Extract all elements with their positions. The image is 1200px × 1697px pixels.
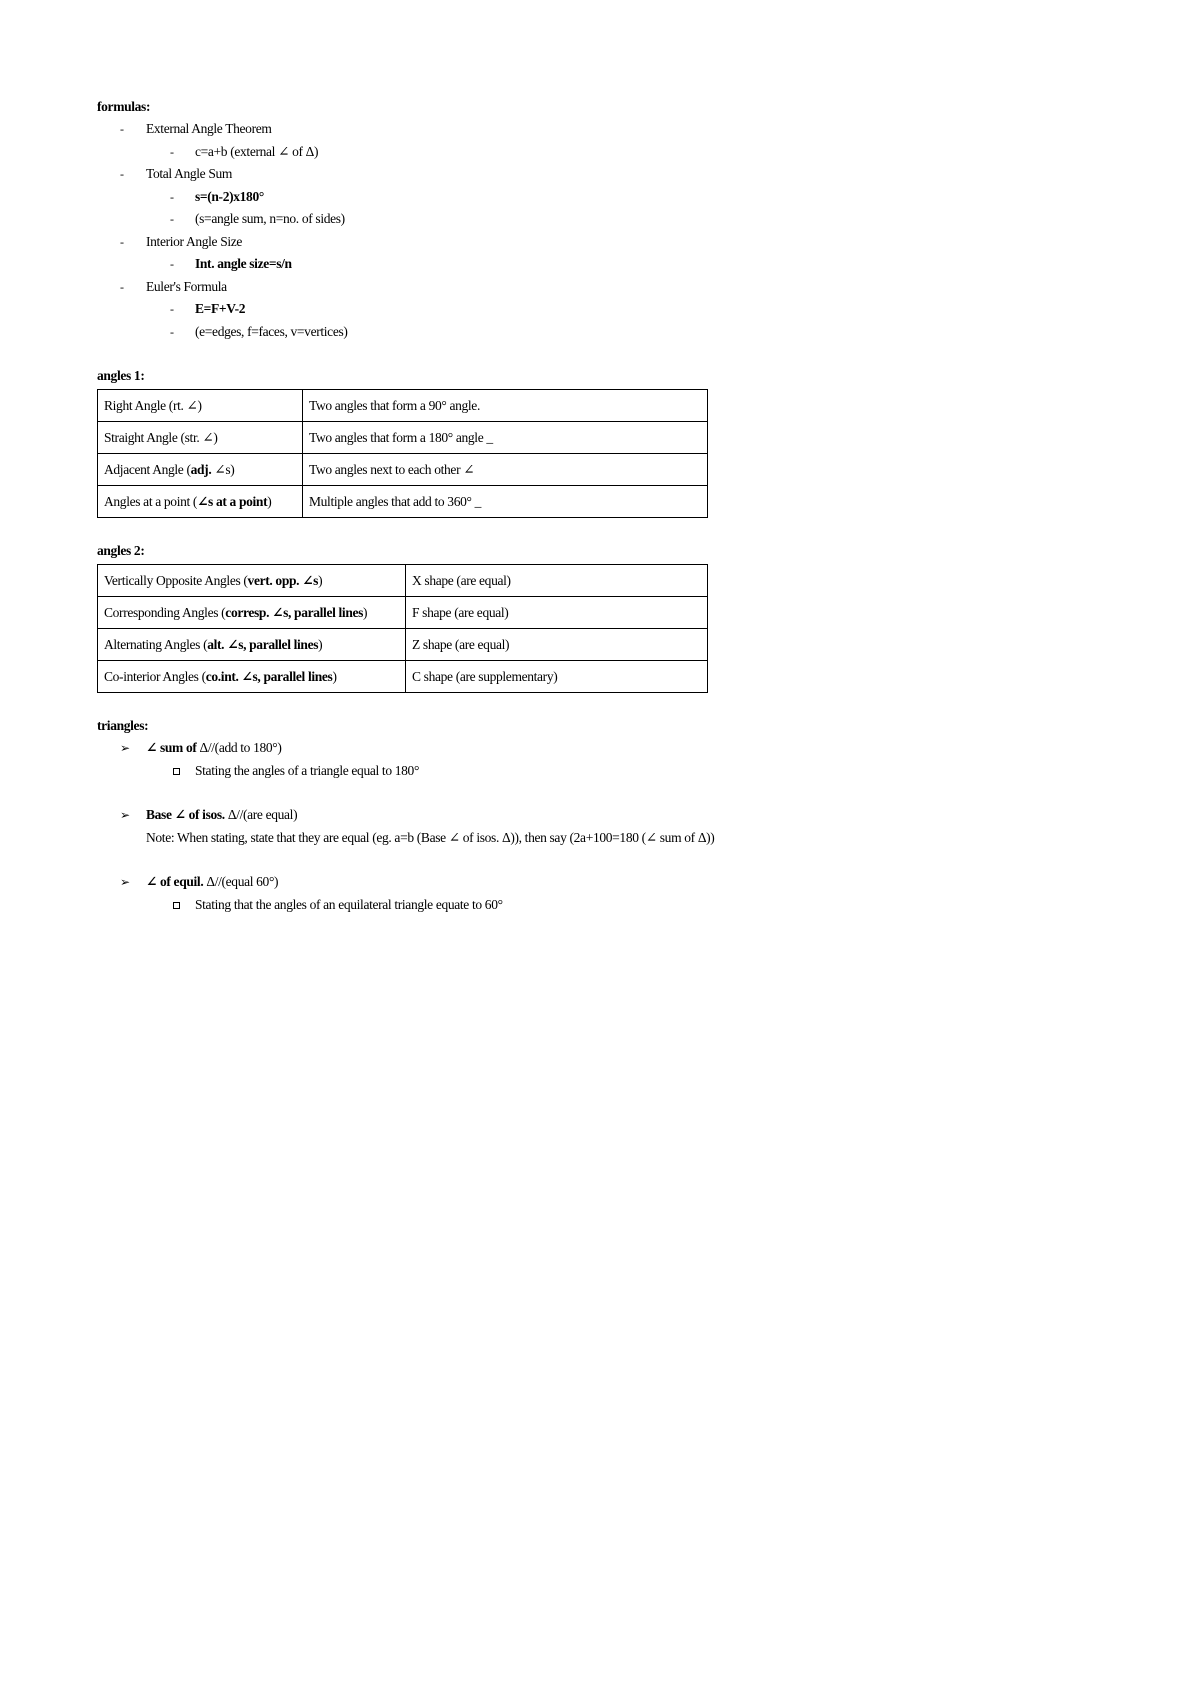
square-bullet-icon <box>173 768 180 775</box>
triangle-rule: ➢ ∠ sum of Δ//(add to 180°) <box>97 737 717 760</box>
angle-name-cell: Angles at a point (∠s at a point) <box>98 486 303 518</box>
formula-text: c=a+b (external ∠ of Δ) <box>195 143 319 159</box>
formula-label: External Angle Theorem <box>146 121 272 136</box>
angles1-table <box>97 389 708 518</box>
formula-item <box>97 231 717 254</box>
formula-detail <box>97 321 717 344</box>
arrow-bullet-icon: ➢ <box>120 808 130 822</box>
dash-bullet: - <box>170 302 174 316</box>
angle-name-cell: Co-interior Angles (co.int. ∠s, parallel lines) <box>98 661 406 693</box>
triangle-rule-note: Note: When stating, state that they are equal (eg. a=b (Base ∠ of isos. Δ)), then say (2a+100=180 (∠ sum of Δ)) <box>146 829 715 845</box>
dash-bullet: - <box>120 167 124 181</box>
angles2-heading: angles 2: <box>97 543 145 558</box>
formula-label: Interior Angle Size <box>146 233 243 249</box>
arrow-bullet-icon: ➢ <box>120 741 130 755</box>
formula-item <box>97 276 717 299</box>
formula-detail <box>97 253 717 276</box>
dash-bullet: - <box>170 144 174 159</box>
formula-text: Int. angle size=s/n <box>195 256 292 271</box>
table-row <box>98 486 708 518</box>
angle-name-cell: Right Angle (rt. ∠) <box>98 390 303 422</box>
triangle-rule-detail: Stating that the angles of an equilateral triangle equate to 60° <box>97 894 717 917</box>
arrow-bullet-icon: ➢ <box>120 875 130 889</box>
dash-bullet: - <box>120 279 124 294</box>
table-row <box>98 629 708 661</box>
triangle-rule-detail: Stating the angles of a triangle equal to 180° <box>97 760 717 783</box>
formula-text: s=(n-2)x180° <box>195 188 264 204</box>
table-row <box>98 390 708 422</box>
square-bullet-icon <box>173 902 180 909</box>
table-row <box>98 422 708 454</box>
dash-bullet: - <box>120 234 124 249</box>
formulas-heading: formulas: <box>97 99 151 114</box>
formula-item <box>97 118 717 141</box>
dash-bullet: - <box>120 122 124 136</box>
angle-desc-cell: F shape (are equal) <box>406 597 708 629</box>
formula-detail <box>97 186 717 209</box>
table-row <box>98 597 708 629</box>
table-row <box>98 454 708 486</box>
dash-bullet: - <box>170 212 174 226</box>
angles2-table <box>97 564 708 693</box>
formula-label: Euler's Formula <box>146 278 227 294</box>
angles1-heading: angles 1: <box>97 368 145 383</box>
angle-name-cell: Alternating Angles (alt. ∠s, parallel lines) <box>98 629 406 661</box>
formula-detail <box>97 141 717 164</box>
angle-desc-cell: Two angles that form a 90° angle. <box>303 390 708 422</box>
angle-desc-cell: X shape (are equal) <box>406 565 708 597</box>
table-row <box>98 565 708 597</box>
angle-desc-cell: Z shape (are equal) <box>406 629 708 661</box>
angle-desc-cell: Two angles that form a 180° angle _ <box>303 422 708 454</box>
angle-name-cell: Corresponding Angles (corresp. ∠s, parallel lines) <box>98 597 406 629</box>
triangle-rule: ➢ Base ∠ of isos. Δ//(are equal) <box>97 804 717 827</box>
formula-text: (s=angle sum, n=no. of sides) <box>195 211 345 226</box>
dash-bullet: - <box>170 257 174 271</box>
angle-name-cell: Straight Angle (str. ∠) <box>98 422 303 454</box>
formula-text: (e=edges, f=faces, v=vertices) <box>195 323 348 339</box>
formula-label: Total Angle Sum <box>146 166 233 181</box>
formula-item <box>97 163 717 186</box>
formula-text: E=F+V-2 <box>195 301 246 316</box>
table-row <box>98 661 708 693</box>
angle-desc-cell: Multiple angles that add to 360° _ <box>303 486 708 518</box>
angle-name-cell: Adjacent Angle (adj. ∠s) <box>98 454 303 486</box>
dash-bullet: - <box>170 189 174 204</box>
triangles-heading: triangles: <box>97 718 149 733</box>
angle-name-cell: Vertically Opposite Angles (vert. opp. ∠s) <box>98 565 406 597</box>
formula-detail <box>97 208 717 231</box>
document-page <box>97 96 717 916</box>
triangle-rule: ➢ ∠ of equil. Δ//(equal 60°) <box>97 871 717 894</box>
formula-detail <box>97 298 717 321</box>
angle-desc-cell: Two angles next to each other ∠ <box>303 454 708 486</box>
angle-desc-cell: C shape (are supplementary) <box>406 661 708 693</box>
dash-bullet: - <box>170 324 174 339</box>
